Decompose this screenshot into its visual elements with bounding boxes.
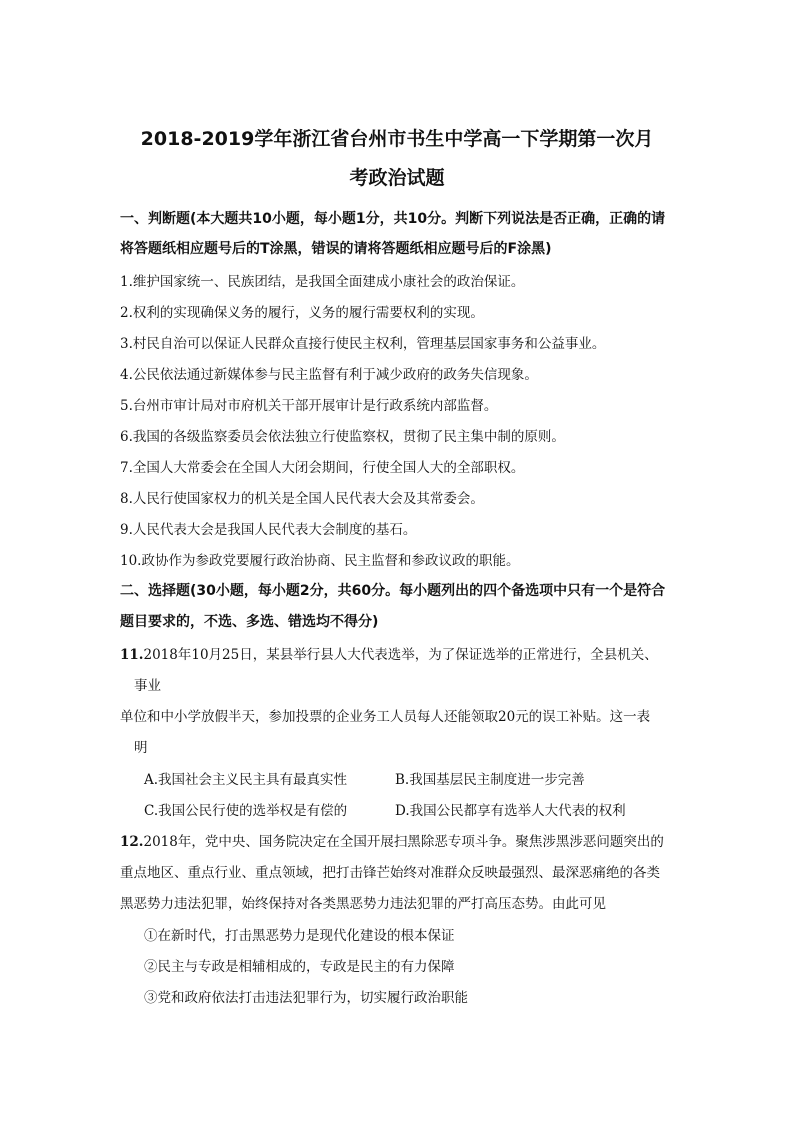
q11-option-c: C.我国公民行使的选举权是有偿的: [144, 803, 348, 819]
judge-item-10: 10.政协作为参政党要履行政治协商、民主监督和参政议政的职能。: [120, 553, 520, 569]
q11-line2: 事业: [134, 678, 161, 694]
q11-option-b: B.我国基层民主制度进一步完善: [395, 772, 585, 788]
section1-heading-line2: 将答题纸相应题号后的T涂黑，错误的请将答题纸相应题号后的F涂黑): [120, 241, 552, 257]
q12-line3: 黑恶势力违法犯罪，始终保持对各类黑恶势力违法犯罪的严打高压态势。由此可见: [120, 896, 606, 912]
judge-item-6: 6.我国的各级监察委员会依法独立行使监察权，贯彻了民主集中制的原则。: [120, 429, 565, 445]
q12-option-2: ②民主与专政是相辅相成的，专政是民主的有力保障: [144, 959, 455, 975]
judge-item-9: 9.人民代表大会是我国人民代表大会制度的基石。: [120, 522, 417, 538]
q12-line1: [120, 830, 664, 850]
q11-option-a: A.我国社会主义民主具有最真实性: [144, 772, 348, 788]
judge-item-8: 8.人民行使国家权力的机关是全国人民代表大会及其常委会。: [120, 491, 484, 507]
page-title-line2: 考政治试题: [349, 167, 445, 189]
q12-line2: 重点地区、重点行业、重点领域，把打击锋芒始终对准群众反映最强烈、最深恶痛绝的各类: [120, 865, 660, 881]
q11-line1: [120, 643, 658, 663]
q12-text-1: 2018年，党中央、国务院决定在全国开展扫黑除恶专项斗争。聚焦涉黑涉恶问题突出的: [143, 834, 664, 850]
q11-number: 11.: [120, 647, 144, 663]
judge-item-4: 4.公民依法通过新媒体参与民主监督有利于减少政府的政务失信现象。: [120, 367, 538, 383]
section1-heading-line1: 一、判断题(本大题共10小题，每小题1分，共10分。判断下列说法是否正确，正确的请: [120, 211, 666, 227]
section2-heading-line1: 二、选择题(30小题，每小题2分，共60分。每小题列出的四个备选项中只有一个是符合: [120, 583, 666, 599]
q11-line3: 单位和中小学放假半天，参加投票的企业务工人员每人还能领取20元的误工补贴。这一表: [120, 709, 651, 725]
q12-number: 12.: [120, 834, 144, 850]
q12-option-1: ①在新时代，打击黑恶势力是现代化建设的根本保证: [144, 928, 455, 944]
judge-item-2: 2.权利的实现确保义务的履行，义务的履行需要权利的实现。: [120, 305, 484, 321]
judge-item-7: 7.全国人大常委会在全国人大闭会期间，行使全国人大的全部职权。: [120, 460, 525, 476]
q11-text-1: 2018年10月25日，某县举行县人大代表选举，为了保证选举的正常进行，全县机关、: [143, 647, 658, 663]
q11-option-d: D.我国公民都享有选举人大代表的权利: [395, 803, 626, 819]
judge-item-1: 1.维护国家统一、民族团结，是我国全面建成小康社会的政治保证。: [120, 274, 525, 290]
q12-option-3: ③党和政府依法打击违法犯罪行为，切实履行政治职能: [144, 990, 468, 1006]
judge-item-5: 5.台州市审计局对市府机关干部开展审计是行政系统内部监督。: [120, 398, 498, 414]
q11-line4: 明: [134, 740, 148, 756]
section2-heading-line2: 题目要求的，不选、多选、错选均不得分): [120, 614, 379, 630]
judge-item-3: 3.村民自治可以保证人民群众直接行使民主权利，管理基层国家事务和公益事业。: [120, 336, 606, 352]
page-title-line1: 2018-2019学年浙江省台州市书生中学高一下学期第一次月: [140, 128, 654, 150]
